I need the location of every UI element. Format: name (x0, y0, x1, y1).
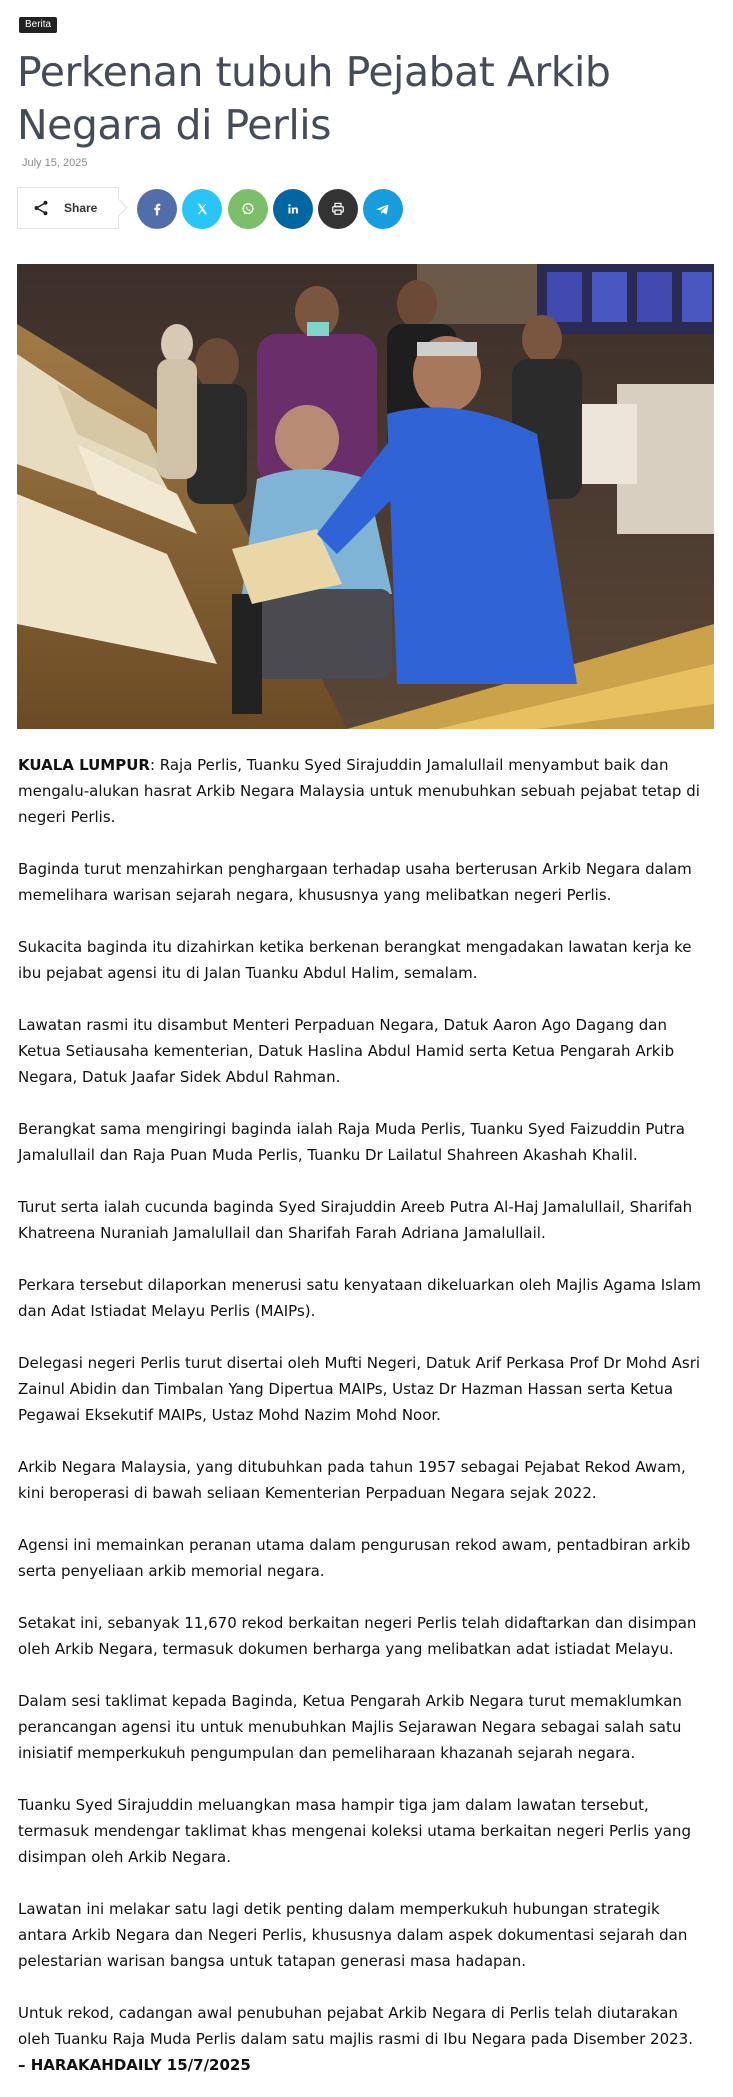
whatsapp-share-button[interactable] (228, 189, 268, 229)
signoff: – HARAKAHDAILY 15/7/2025 (18, 2056, 251, 2074)
paragraph: Perkara tersebut dilaporkan menerusi satu kenyataan dikeluarkan oleh Majlis Agama Islam dan Adat Istiadat Melayu Perlis (MAIPs). (18, 1276, 701, 1320)
paragraph: Turut serta ialah cucunda baginda Syed Sirajuddin Areeb Putra Al-Haj Jamalullail, Sharifah Khatreena Nuraniah Jamalullail dan Sharifah Farah Adriana Jamalullail. (18, 1198, 693, 1242)
lead-text: : Raja Perlis, Tuanku Syed Sirajuddin Jamalullail menyambut baik dan mengalu-alukan hasrat Arkib Negara Malaysia untuk menubuhkan sebuah pejabat tetap di negeri Perlis. (18, 756, 700, 826)
paragraph: Sukacita baginda itu dizahirkan ketika berkenan berangkat mengadakan lawatan kerja ke ibu pejabat agensi itu di Jalan Tuanku Abdul Halim, semalam. (18, 938, 692, 982)
paragraph: Lawatan rasmi itu disambut Menteri Perpaduan Negara, Datuk Aaron Ago Dagang dan Ketua Setiausaha kementerian, Datuk Haslina Abdul Hamid serta Ketua Pengarah Arkib Negara, Datuk Jaafar Sidek Abdul Rahman. (18, 1016, 675, 1086)
whatsapp-icon (239, 200, 257, 218)
publish-date: July 15, 2025 (22, 157, 88, 169)
paragraph: Dalam sesi taklimat kepada Baginda, Ketua Pengarah Arkib Negara turut memaklumkan perancangan agensi itu untuk menubuhkan Majlis Sejarawan Negara sebagai salah satu inisiatif memperkukuh pengumpulan dan pemeliharaan khazanah sejarah negara. (18, 1692, 682, 1762)
print-button[interactable] (318, 189, 358, 229)
paragraph: Agensi ini memainkan peranan utama dalam pengurusan rekod awam, pentadbiran arkib serta penyeliaan arkib memorial negara. (18, 1536, 691, 1580)
photo-image (17, 264, 714, 729)
paragraph: Lawatan ini melakar satu lagi detik penting dalam memperkukuh hubungan strategik antara Arkib Negara dan Negeri Perlis, khususnya dalam aspek dokumentasi sejarah dan pelestarian warisan bangsa untuk tatapan generasi masa hadapan. (18, 1900, 688, 1970)
lead-paragraph (18, 752, 708, 830)
paragraph: Baginda turut menzahirkan penghargaan terhadap usaha berterusan Arkib Negara dalam memelihara warisan sejarah negara, khususnya yang melibatkan negeri Perlis. (18, 860, 692, 904)
article-photo (17, 264, 714, 729)
linkedin-icon (284, 200, 302, 218)
paragraph: Delegasi negeri Perlis turut disertai oleh Mufti Negeri, Datuk Arif Perkasa Prof Dr Mohd Asri Zainul Abidin dan Timbalan Yang Dipertua MAIPs, Ustaz Dr Hazman Hassan serta Ketua Pegawai Eksekutif MAIPs, Ustaz Mohd Nazim Mohd Noor. (18, 1354, 701, 1424)
category-badge[interactable]: Berita (19, 17, 57, 33)
paragraph: Arkib Negara Malaysia, yang ditubuhkan pada tahun 1957 sebagai Pejabat Rekod Awam, kini beroperasi di bawah seliaan Kementerian Perpaduan Negara sejak 2022. (18, 1458, 686, 1502)
paragraph: Berangkat sama mengiringi baginda ialah Raja Muda Perlis, Tuanku Syed Faizuddin Putra Jamalullail dan Raja Puan Muda Perlis, Tuanku Dr Lailatul Shahreen Akashah Khalil. (18, 1120, 685, 1164)
facebook-share-button[interactable] (137, 189, 177, 229)
print-icon (329, 200, 347, 218)
paragraph: Tuanku Syed Sirajuddin meluangkan masa hampir tiga jam dalam lawatan tersebut, termasuk mendengar taklimat khas mengenai koleksi utama berkaitan negeri Perlis yang disimpan oleh Arkib Negara. (18, 1796, 691, 1866)
final-paragraph: Untuk rekod, cadangan awal penubuhan pejabat Arkib Negara di Perlis telah diutarakan oleh Tuanku Raja Muda Perlis dalam satu majlis rasmi di Ibu Negara pada Disember 2023. (18, 2004, 693, 2048)
linkedin-share-button[interactable] (273, 189, 313, 229)
article-body (18, 752, 708, 2078)
dateline: KUALA LUMPUR (18, 756, 150, 774)
telegram-share-button[interactable] (363, 189, 403, 229)
x-share-button[interactable] (182, 189, 222, 229)
share-button[interactable] (17, 187, 119, 229)
x-icon (193, 200, 211, 218)
telegram-icon (374, 200, 392, 218)
page-title: Perkenan tubuh Pejabat Arkib Negara di Perlis (17, 48, 611, 149)
facebook-icon (148, 200, 166, 218)
share-label: Share (64, 201, 98, 215)
share-icon (32, 199, 50, 217)
paragraph: Setakat ini, sebanyak 11,670 rekod berkaitan negeri Perlis telah didaftarkan dan disimpan oleh Arkib Negara, termasuk dokumen berharga yang melibatkan adat istiadat Melayu. (18, 1614, 697, 1658)
